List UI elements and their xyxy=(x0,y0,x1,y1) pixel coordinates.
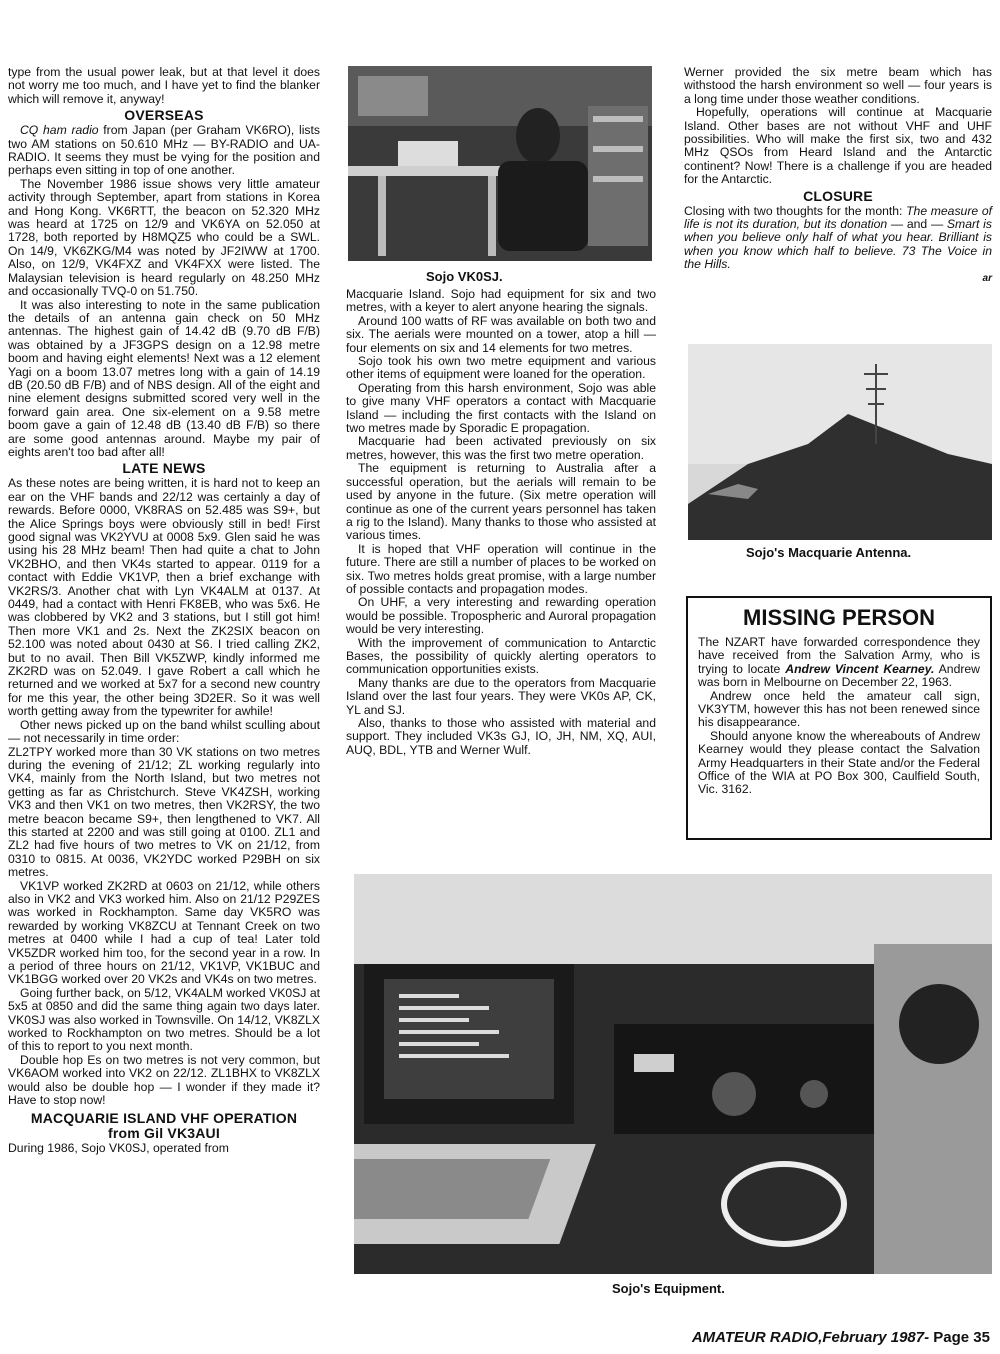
paragraph xyxy=(8,124,320,178)
paragraph: Operating from this harsh environment, Sojo was able to give many VHF operators a contact with Macquarie Island — including the first contacts with the Island on two metres made by Sporadic E propagation. xyxy=(346,380,656,436)
caption-sojo: Sojo VK0SJ. xyxy=(426,269,503,284)
missing-person-body xyxy=(698,636,980,797)
italic-text: CQ ham radio xyxy=(20,123,99,138)
paragraph: It is hoped that VHF operation will continue in the future. There are still a number of places to be worked on six. Two metres holds great promise, with a large number of possible contacts and propagation modes. xyxy=(346,541,656,596)
column-middle xyxy=(346,288,656,757)
paragraph: Werner provided the six metre beam which has withstood the harsh environment so well — four years is a long time under those weather conditions. xyxy=(684,65,992,106)
paragraph: On UHF, a very interesting and rewarding operation would be possible. Tropospheric and Auroral propagation would be very interesting. xyxy=(346,595,656,637)
magazine-name: AMATEUR RADIO, xyxy=(691,1329,823,1346)
paragraph: Other news picked up on the band whilst sculling about — not necessarily in time order: xyxy=(8,717,320,746)
paragraph: The November 1986 issue shows very little amateur activity through September, apart from stations in Korea and Hong Kong. VK6RTT, the beacon on 52.320 MHz was heard at 1725 on 12/9 and VK6YA on 52.050 at 1728, both reported by H8MQZ5 who could be a SWL. On 14/9, VK6ZKG/M4 was noted by JF2IWW at 1700. Also, on 12/9, VK4FXZ and VK4FXX were listed. The Malaysian television is heard regularly on 48.250 MHz and occasionally TVQ-0 on 51.750. xyxy=(8,176,320,299)
heading-byline: from Gil VK3AUI xyxy=(108,1125,220,1142)
person-name: Andrew Vincent Kearney. xyxy=(785,661,935,676)
paragraph xyxy=(684,205,992,272)
photo-sojo-image xyxy=(348,66,652,261)
paragraph: type from the usual power leak, but at that level it does not worry me too much, and I have yet to find the blanker which will remove it, anyway! xyxy=(8,65,320,106)
paragraph: Double hop Es on two metres is not very common, but VK6AOM worked into VK2 on 22/12. ZL1BHX to VK8ZLX would also be double hop — I wonder if they made it? Have to stop now! xyxy=(8,1052,320,1108)
caption-equipment: Sojo's Equipment. xyxy=(612,1281,725,1296)
paragraph: The equipment is returning to Australia after a successful operation, but the aerials will remain to be used by anyone in the future. (Six metre operation will continue as one of the current years personnel has taken a rig to the Island). Many thanks to those who assisted at various times. xyxy=(346,461,656,543)
heading-line: MACQUARIE ISLAND VHF OPERATION xyxy=(30,1110,298,1127)
paragraph: VK1VP worked ZK2RD at 0603 on 21/12, while others also in VK2 and VK3 worked him. Also on 21/12 P29ZES was worked in Rockhampton. Same day VK5RO was rewarded by working VK8ZCU at Tennant Creek on two metres at 0400 while I had a cup of tea! Later told VK5ZDR worked him too, for the second year in a row. In a period of three hours on 21/12, VK1VP, VK1BUC and VK1BGG worked over 20 VK2s and VK4s on two metres. xyxy=(8,878,320,987)
signoff: ar xyxy=(982,272,992,284)
paragraph: Hopefully, operations will continue at Macquarie Island. Other bases are not without VHF and UHF possibilities. Who will make the first six, two and 432 MHz QSOs from Heard Island and the Antarctic continent? Now! There is a challenge if you are headed for the Antarctic. xyxy=(684,105,992,187)
paragraph: Going further back, on 5/12, VK4ALM worked VK0SJ at 5x5 at 0850 and did the same thing again two days later. VK0SJ was also worked in Townsville. On 14/12, VK8ZLX worked to Rockhampton on two metres. Should be a lot of this to report to you next month. xyxy=(8,985,320,1054)
text: Andrew was born in Melbourne on December 22, 1963. xyxy=(698,661,980,690)
missing-person-box xyxy=(686,596,992,840)
paragraph: ZL2TPY worked more than 30 VK stations on two metres during the evening of 21/12; ZL working regularly into VK4, mainly from the North Island, but two metres not getting as far as Christchurch. Steve VK4ZSH, working VK3 and then VK1 on two metres, then VK2RSY, the two metre beacon became S9+, then lengthened to VK7. All this started at 2200 and was still going at 0100. ZL1 and ZL2 had five hours of two metres to VK on 21/12, from 0310 to 0815. At 0036, VK2YDC worked P29BH on six metres. xyxy=(8,744,320,880)
page-number: Page 35 xyxy=(929,1329,990,1346)
paragraph: Should anyone know the whereabouts of Andrew Kearney would they please contact the Salvation Army Headquarters in their State and/or the Federal Office of the WIA at PO Box 300, Caulfield South, Vic. 3162. xyxy=(698,728,980,797)
paragraph: Macquarie Island. Sojo had equipment for six and two metres, with a keyer to alert anyone hearing the signals. xyxy=(346,287,656,315)
paragraph: During 1986, Sojo VK0SJ, operated from xyxy=(8,1141,229,1156)
photo-equipment xyxy=(354,874,992,1274)
column-left xyxy=(8,66,320,1156)
paragraph: Many thanks are due to the operators from Macquarie Island over the last four years. They were VK0s AP, CK, YL and SJ. xyxy=(346,675,656,717)
paragraph: Around 100 watts of RF was available on both two and six. The aerials were mounted on a tower, atop a hill — four elements on six and 14 elements for two metres. xyxy=(346,313,656,355)
column-right xyxy=(684,66,992,285)
heading-overseas: OVERSEAS xyxy=(124,107,204,124)
italic-text: Smart is when you believe only half of what you hear. Brilliant is when you know which half to believe. 73 The Voice in the Hills. xyxy=(684,217,992,272)
paragraph: Macquarie had been activated previously on six metres, however, this was the first two metre operation. xyxy=(346,434,656,462)
photo-antenna xyxy=(688,344,992,540)
paragraph: Sojo took his own two metre equipment and various other items of equipment were loaned for the operation. xyxy=(346,354,656,382)
photo-sojo xyxy=(348,66,652,261)
heading-late-news: LATE NEWS xyxy=(122,460,206,477)
paragraph: Also, thanks to those who assisted with material and support. They included VK3s GJ, IO, JH, NM, XQ, AUI, AUQ, BDL, YTB and Werner Wulf. xyxy=(346,716,656,757)
paragraph xyxy=(698,636,980,690)
caption-antenna: Sojo's Macquarie Antenna. xyxy=(746,545,912,560)
text: from Japan (per Graham VK6RO), lists two AM stations on 50.610 MHz — BY-RADIO and UA-RADIO. It seems they must be vying for the position and perhaps even sitting in top of one another. xyxy=(8,123,320,178)
heading-closure: CLOSURE xyxy=(803,187,873,204)
text: Closing with two thoughts for the month: xyxy=(684,203,907,218)
text: The NZART have forwarded correspondence they have received from the Salvation Army, who is trying to locate xyxy=(698,635,980,676)
paragraph: As these notes are being written, it is hard not to keep an ear on the VHF bands and 22/12 was certainly a day of rewards. Before 0000, VK8RAS on 52.485 was S9+, but the Alice Springs boys were obviously still in bed! First good signal was VK2YVU at 0008 5x9. Glen said he was using his 28 MHz beam! Then had quite a chat to John VK2BHO, and then VK4s started to appear. 0119 for a contact with Eddie VK1VP, then a brief exchange with VK2RS/3. Another chat with Lyn VK4ALM at 0137. At 0449, had a contact with Henri FK8EB, who was 5x6. He was clobbered by VK2 and 3 stations, but I still got him! Then more VK1 and 2s. Next the ZK2SIX beacon on 52.100 was noted about 0430 at S6. I tried calling ZK2, but to no avail. Then Bill VK5ZWP, kindly informed me ZK2RD was on 52.049. I gave Robert a call which he returned and we worked at 5x7 for a second new country for me this year, the other being 3D2ER. So it was well worth getting away from the typewriter for awhile! xyxy=(8,476,320,719)
missing-person-title: MISSING PERSON xyxy=(743,605,935,630)
photo-antenna-image xyxy=(688,344,992,540)
page-footer xyxy=(692,1329,990,1346)
paragraph: With the improvement of communication to Antarctic Bases, the possibility of quickly alerting operators to communication opportunities exists. xyxy=(346,635,656,677)
issue-date: February 1987- xyxy=(822,1329,930,1346)
paragraph: It was also interesting to note in the same publication the details of an antenna gain check on 50 MHz antennas. The highest gain of 14.42 dB (9.70 dB F/B) was obtained by a JF3GPS design on a 12.98 metre boom and having eight elements! Next was a 12 element Yagi on a boom 13.07 metres long with a gain of 14.19 dB (20.50 dB F/B) and of NBS design. All of the eight and nine element designs submitted scored very well in the forward gain area. One six-element on a 9.58 metre boom gave a gain of 12.48 dB (13.40 dB F/B) so there are some good antennas around. Maybe my pair of eights aren't too bad after all! xyxy=(8,297,320,459)
heading-macquarie xyxy=(8,1111,320,1141)
photo-equipment-image xyxy=(354,874,992,1274)
paragraph: Andrew once held the amateur call sign, VK3YTM, however this has not been renewed since his disappearance. xyxy=(698,688,980,730)
text: — and — xyxy=(887,217,947,232)
italic-text: The measure of life is not its duration, but its donation xyxy=(684,203,992,232)
